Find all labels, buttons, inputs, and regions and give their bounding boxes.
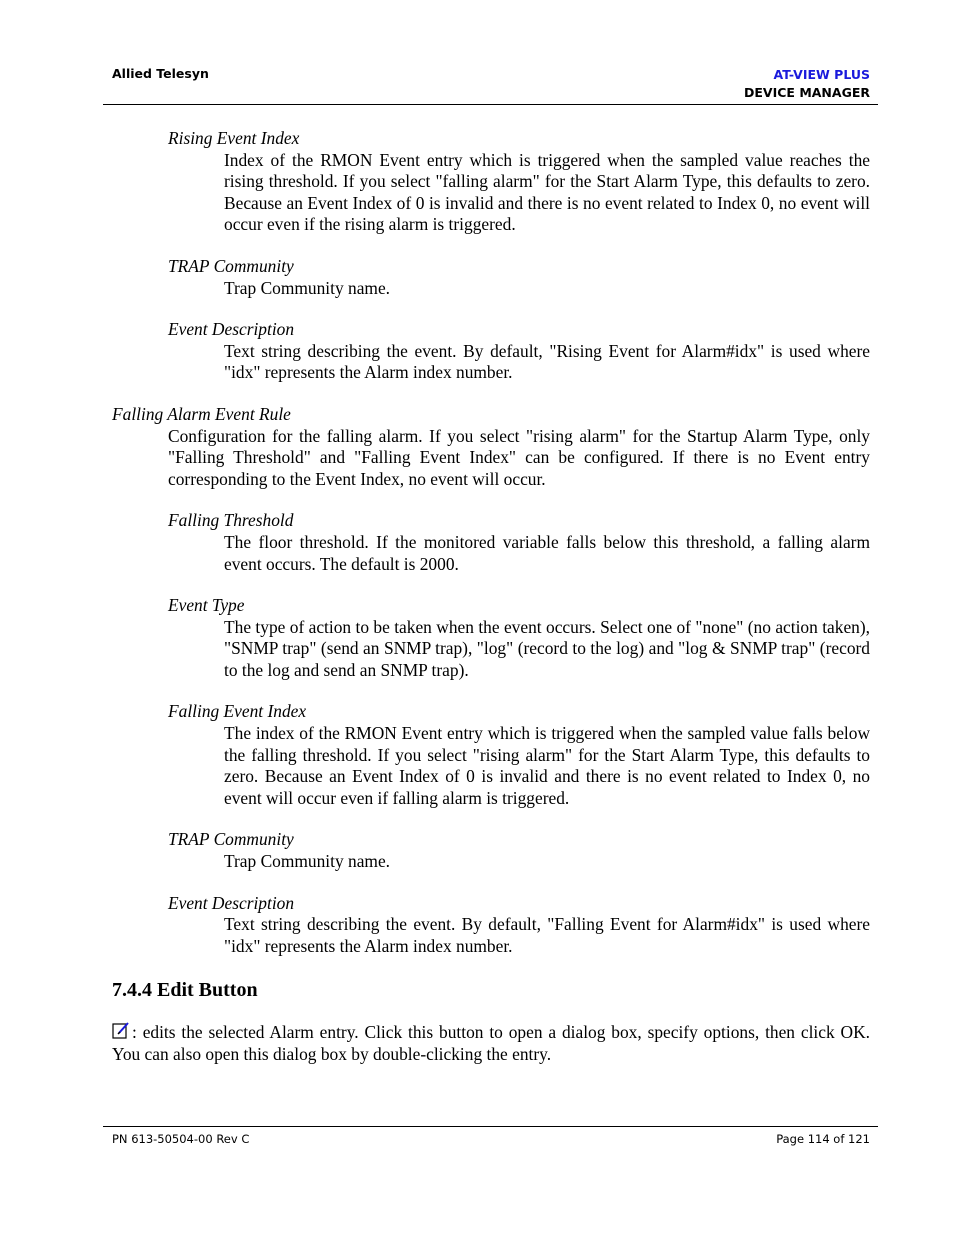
desc-falling-alarm-event-rule: Configuration for the falling alarm. If you select "rising alarm" for the Startup Alarm Type, only "Falling Threshold" and "Falling Event Index" can be configured. If there is no Event entry corresponding to the Event Index, no event will occur. <box>168 425 870 489</box>
desc-event-type: The type of action to be taken when the event occurs. Select one of "none" (no action taken), "SNMP trap" (send an SNMP trap), "log" (record to the log) and "log & SNMP trap" (record to the log and send an SNMP trap). <box>224 616 870 680</box>
header-subtitle: DEVICE MANAGER <box>744 85 870 100</box>
footer-page-number: Page 114 of 121 <box>776 1132 870 1146</box>
term-rising-event-index: Rising Event Index <box>168 128 300 148</box>
desc-trap-community-2: Trap Community name. <box>224 851 391 872</box>
edit-button-text: : edits the selected Alarm entry. Click this button to open a dialog box, specify options, then click OK. You can also open this dialog box by double-clicking the entry. <box>112 1022 870 1064</box>
section-title: 7.4.4 Edit Button <box>112 979 258 1002</box>
header-product: AT-VIEW PLUS <box>773 67 870 82</box>
document-body <box>0 128 954 1066</box>
term-trap-community: TRAP Community <box>168 255 294 276</box>
term-event-type: Event Type <box>168 595 245 616</box>
term-trap-community-2: TRAP Community <box>168 829 294 850</box>
desc-event-description: Text string describing the event. By default, "Rising Event for Alarm#idx" is used where "idx" represents the Alarm index number. <box>224 340 870 383</box>
footer-part-number: PN 613-50504-00 Rev C <box>112 1132 250 1146</box>
footer-divider <box>103 1126 878 1127</box>
desc-trap-community: Trap Community name. <box>224 277 391 298</box>
term-falling-alarm-event-rule: Falling Alarm Event Rule <box>112 403 291 424</box>
desc-falling-event-index: The index of the RMON Event entry which is triggered when the sampled value falls below the falling threshold. If you select "rising alarm" for the Start Alarm Type, this defaults to zero. Because an Event Index of 0 is invalid and there is no event related to Index 0, no event will occur even if falling alarm is triggered. <box>224 723 870 808</box>
edit-icon <box>112 1021 131 1040</box>
term-event-description: Event Description <box>168 319 295 340</box>
edit-button-paragraph <box>112 1021 870 1065</box>
desc-rising-event-index: Index of the RMON Event entry which is triggered when the sampled value reaches the rising threshold. If you select "falling alarm" for the Start Alarm Type, this defaults to zero. Because an Event Index of 0 is invalid and there is no event related to Index 0, no event will occur even if the rising alarm is triggered. <box>224 149 870 235</box>
header-company: Allied Telesyn <box>112 66 209 81</box>
desc-falling-threshold: The floor threshold. If the monitored variable falls below this threshold, a falling alarm event occurs. The default is 2000. <box>224 531 870 574</box>
header-product-block <box>744 66 870 102</box>
header-divider <box>103 104 878 105</box>
term-falling-threshold: Falling Threshold <box>168 510 294 531</box>
term-event-description-2: Event Description <box>168 892 295 913</box>
term-falling-event-index: Falling Event Index <box>168 701 307 722</box>
desc-event-description-2: Text string describing the event. By default, "Falling Event for Alarm#idx" is used where "idx" represents the Alarm index number. <box>224 914 870 956</box>
